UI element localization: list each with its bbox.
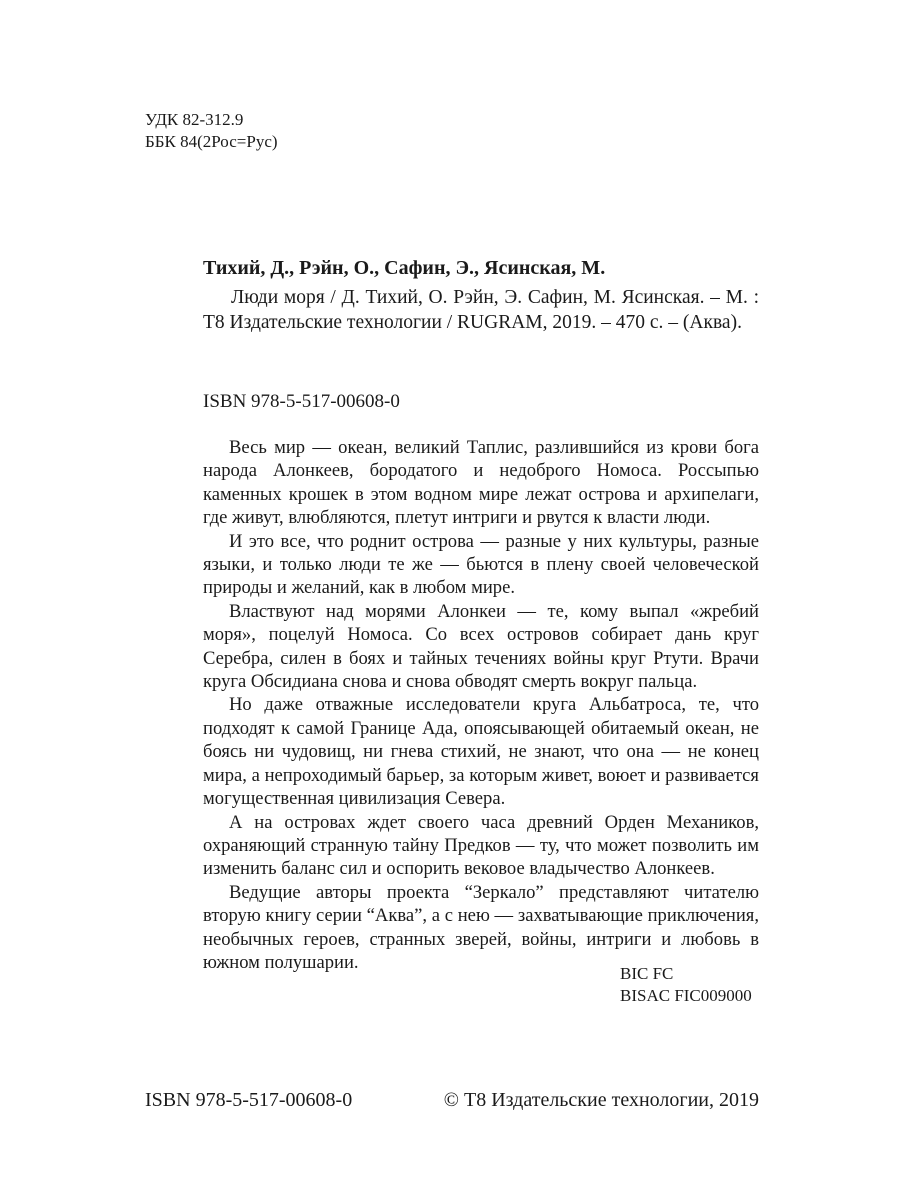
annotation-paragraph: Весь мир — океан, великий Таплис, разлившийся из крови бога народа Алонкеев, бородатого и недоброго Номоса. Россыпью каменных крошек в этом водном мире лежат острова и архипелаги, где живут, влюбляются, плетут интриги и рвутся к власти люди. <box>203 437 759 529</box>
bic-code: BIC FC <box>620 964 674 983</box>
footer-isbn: ISBN 978-5-517-00608-0 <box>145 1089 353 1111</box>
annotation <box>203 436 759 974</box>
classification-block <box>145 109 278 153</box>
bisac-code: BISAC FIC009000 <box>620 986 752 1005</box>
annotation-paragraph: А на островах ждет своего часа древний Орден Механиков, охраняющий странную тайну Предков — ту, что может позволить им изменить баланс сил и оспорить вековое владычество Алонкеев. <box>203 811 759 880</box>
authors-heading: Тихий, Д., Рэйн, О., Сафин, Э., Ясинская, М. <box>203 257 606 279</box>
annotation-paragraph: Ведущие авторы проекта “Зеркало” представляют читателю вторую книгу серии “Аква”, а с нею — захватывающие приключения, необычных героев, странных зверей, войны, интриги и любовь в южном полушарии. <box>203 881 759 973</box>
copyright-notice: © Т8 Издательские технологии, 2019 <box>443 1089 759 1111</box>
isbn-record: ISBN 978-5-517-00608-0 <box>203 391 400 412</box>
annotation-paragraph: Властвуют над морями Алонкеи — те, кому выпал «жребий моря», поцелуй Номоса. Со всех островов собирает дань круг Серебра, силен в боях и тайных течениях войны круг Ртути. Врачи круга Обсидиана снова и снова обводят смерть вокруг пальца. <box>203 600 759 693</box>
udk-code: УДК 82-312.9 <box>145 110 244 129</box>
annotation-paragraph: Но даже отважные исследователи круга Альбатроса, те, что подходят к самой Границе Ада, опоясывающей обитаемый океан, не боясь ни чудовищ, ни гнева стихий, не знают, что она — не конец мира, а непроходимый барьер, за которым живет, воюет и развивается могущественная цивилизация Севера. <box>203 694 759 810</box>
subject-codes <box>620 963 752 1007</box>
bbk-code: ББК 84(2Рос=Рус) <box>145 132 278 151</box>
annotation-paragraph: И это все, что роднит острова — разные у них культуры, разные языки, и только люди те же — бьются в плену своей человеческой природы и желаний, как в любом мире. <box>203 530 759 599</box>
bibliographic-record <box>203 254 759 335</box>
bibliographic-description: Люди моря / Д. Тихий, О. Рэйн, Э. Сафин, М. Ясинская. – М. : Т8 Издательские технологии / RUGRAM, 2019. – 470 с. – (Аква). <box>203 287 759 333</box>
